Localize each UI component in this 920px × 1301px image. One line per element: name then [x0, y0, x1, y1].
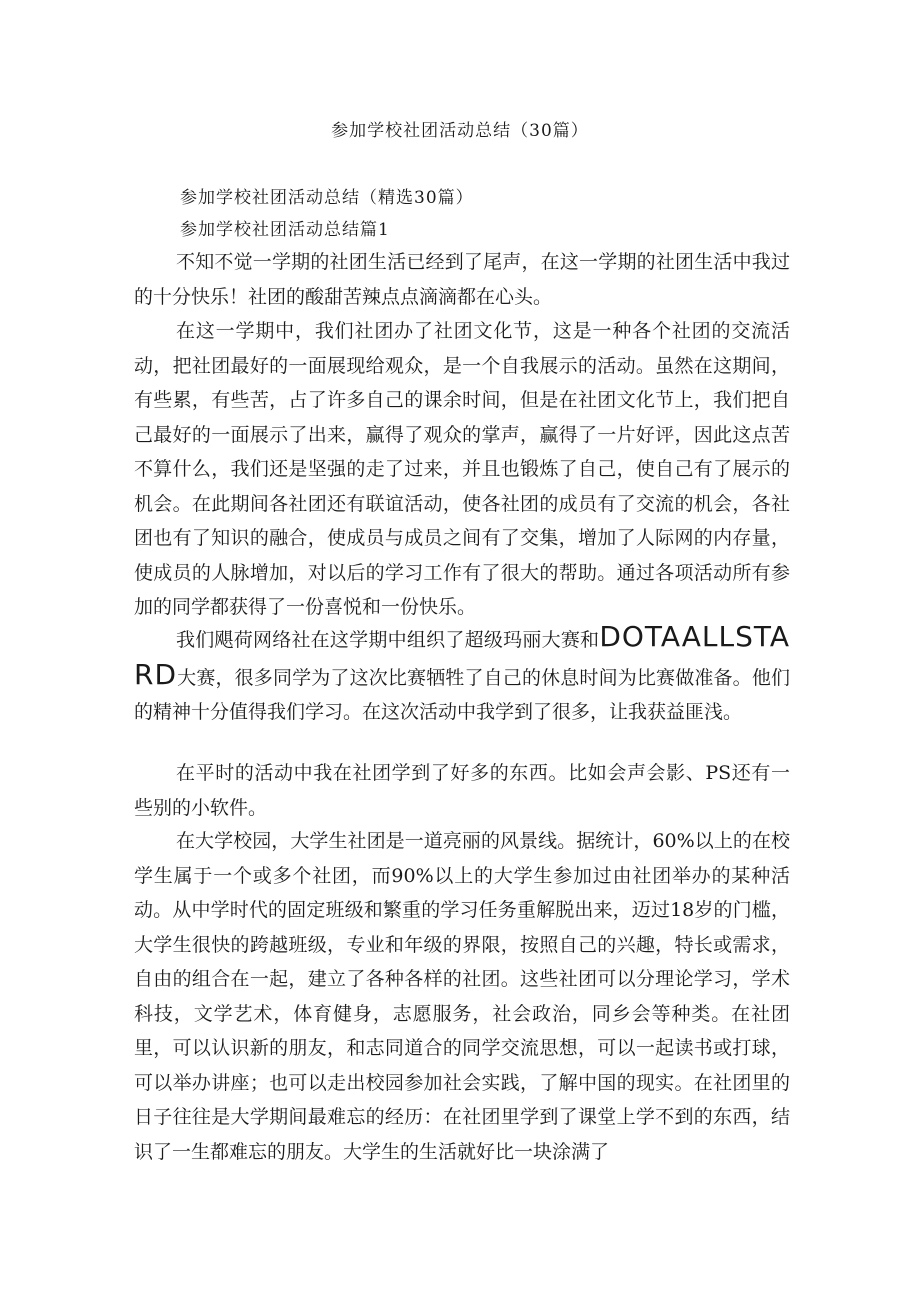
- paragraph-1: 不知不觉一学期的社团生活已经到了尾声，在这一学期的社团生活中我过的十分快乐！社团的酸甜苦辣点点滴滴都在心头。: [134, 251, 790, 308]
- part-subtitle: 参加学校社团活动总结篇1: [180, 220, 390, 240]
- paragraph-2: 在这一学期中，我们社团办了社团文化节，这是一种各个社团的交流活动，把社团最好的一面展现给观众，是一个自我展示的活动。虽然在这期间，有些累，有些苦，占了许多自己的课余时间，但是在社团文化节上，我们把自己最好的一面展示了出来，赢得了观众的掌声，赢得了一片好评，因此这点苦不算什么，我们还是坚强的走了过来，并且也锻炼了自己，使自己有了展示的机会。在此期间各社团还有联谊活动，使各社团的成员有了交流的机会，各社团也有了知识的融合，使成员与成员之间有了交集，增加了人际网的内存量，使成员的人脉增加，对以后的学习工作有了很大的帮助。通过各项活动所有参加的同学都获得了一份喜悦和一份快乐。: [134, 320, 790, 618]
- collection-subtitle: 参加学校社团活动总结（精选30篇）: [180, 188, 474, 208]
- paragraph-3: [134, 620, 790, 730]
- paragraph-3-part-1: 我们飓荷网络社在这学期中组织了超级玛丽大赛和: [176, 629, 600, 651]
- paragraph-5: 在大学校园，大学生社团是一道亮丽的风景线。据统计，60%以上的在校学生属于一个或多个社团，而90%以上的大学生参加过由社团举办的某种活动。从中学时代的固定班级和繁重的学习任务重解脱出来，迈过18岁的门槛，大学生很快的跨越班级，专业和年级的界限，按照自己的兴趣，特长或需求，自由的组合在一起，建立了各种各样的社团。这些社团可以分理论学习，学术科技，文学艺术，体育健身，志愿服务，社会政治，同乡会等种类。在社团里，可以认识新的朋友，和志同道合的同学交流思想，可以一起读书或打球，可以举办讲座；也可以走出校园参加社会实践，了解中国的现实。在社团里的日子往往是大学期间最难忘的经历：在社团里学到了课堂上学不到的东西，结识了一生都难忘的朋友。大学生的生活就好比一块涂满了: [134, 830, 790, 1163]
- paragraph-3-game-name: DOTAALLSTARD: [134, 620, 790, 691]
- paragraph-3-part-2: 大赛，很多同学为了这次比赛牺牲了自己的休息时间为比赛做准备。他们的精神十分值得我们学习。在这次活动中我学到了很多，让我获益匪浅。: [134, 666, 790, 723]
- paragraph-4: 在平时的活动中我在社团学到了好多的东西。比如会声会影、PS还有一些别的小软件。: [134, 762, 790, 819]
- document-title: 参加学校社团活动总结（30篇）: [331, 121, 589, 141]
